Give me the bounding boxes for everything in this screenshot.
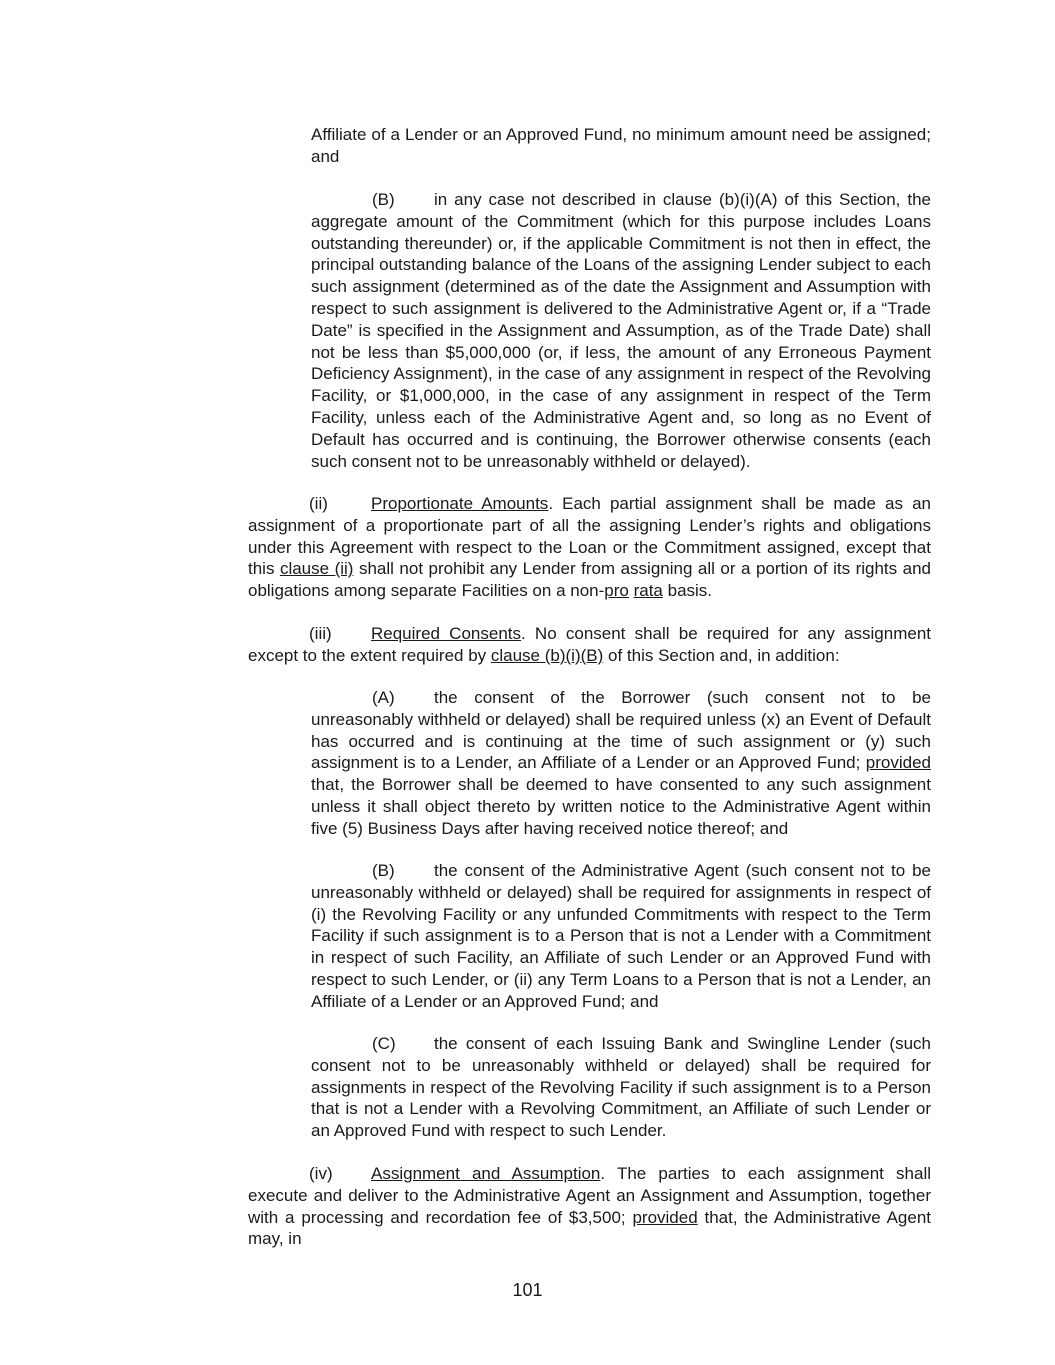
clause-label: (iii) [309,624,332,643]
clause-iii-paragraph: (iii) Required Consents. No consent shall be required for any assignment except to the extent required by clause (b)(i)(B) of this Section and, in addition: [248,624,932,665]
paragraph-continuation [311,124,931,168]
defined-term: provided [632,1207,698,1227]
paragraph-text: in any case not described in clause (b)(i)(A) of this Section, the aggregate amount of the Commitment (which for this purpose includes Loans outstanding thereunder) or, if the applicable Commitment is not then in effect, the principal outstanding balance of the Loans of the assigning Lender subject to each such assignment (determined as of the date the Assignment and Assumption with respect to such assignment is delivered to the Administrative Agent or, if a “Trade Date” is specified in the Assignment and Assumption, as of the Trade Date) shall not be less than $5,000,000 (or, if less, the amount of any Erroneous Payment Deficiency Assignment), in the case of any assignment in respect of the Revolving Facility, or $1,000,000, in the case of any assignment in respect of the Term Facility, unless each of the Administrative Agent and, so long as no Event of Default has occurred and is continuing, the Borrower otherwise consents (each such consent not to be unreasonably withheld or delayed). [311,190,931,471]
paragraph-text: the consent of each Issuing Bank and Swingline Lender (such consent not to be unreasonably withheld or delayed) shall be required for assignments in respect of the Revolving Facility if such assignment is to a Person that is not a Lender with a Revolving Commitment, an Affiliate of such Lender or an Approved Fund with respect to such Lender. [311,1034,931,1141]
clause-c-paragraph [311,1033,931,1142]
page-number: 101 [512,1280,543,1300]
paragraph-text: the consent of the Administrative Agent (such consent not to be unreasonably withheld or delayed) shall be required for assignments in respect of (i) the Revolving Facility or any unfunded Commitments with respect to the Term Facility if such assignment is to a Person that is not a Lender with a Commitment in respect of such Facility, an Affiliate of such Lender or an Approved Fund with respect to such Lender, or (ii) any Term Loans to a Person that is not a Lender, an Affiliate of a Lender or an Approved Fund; and [311,861,931,1011]
clause-ii-paragraph: (ii) Proportionate Amounts. Each partial assignment shall be made as an assignment of a proportionate part of all the assigning Lender’s rights and obligations under this Agreement with respect to the Loan or the Commitment assigned, except that this clause (ii) shall not prohibit any Lender from assigning all or a portion of its rights and obligations among separate Facilities on a non-pro rata basis. [248,494,931,601]
paragraph-text: Affiliate of a Lender or an Approved Fund, no minimum amount need be assigned; and [311,125,931,166]
clause-label: (B) [372,190,395,209]
clause-label: (A) [372,688,395,707]
section-heading: Required Consents [371,624,522,643]
section-heading: Assignment and Assumption [371,1164,601,1183]
section-heading: Proportionate Amounts [371,494,549,513]
clause-label: (C) [372,1034,396,1053]
clause-a-paragraph: (A) the consent of the Borrower (such consent not to be unreasonably withheld or delayed) shall be required unless (x) an Event of Default has occurred and is continuing at the time of such assignment or (y) such assignment is to a Lender, an Affiliate of a Lender or an Approved Fund; provided that, the Borrower shall be deemed to have consented to any such assignment unless it shall object thereto by written notice to the Administrative Agent within five (5) Business Days after having received notice thereof; and [311,688,931,838]
latin-term: pro [604,581,629,601]
clause-label: (B) [372,861,395,880]
clause-label: (ii) [309,494,328,513]
clause-b2-paragraph [311,860,931,1013]
clause-b-paragraph [311,189,931,472]
clause-label: (iv) [309,1164,333,1183]
clause-iv-paragraph: (iv) Assignment and Assumption. The parties to each assignment shall execute and deliver to the Administrative Agent an Assignment and Assumption, together with a processing and recordation fee of $3,500; provided that, the Administrative Agent may, in [248,1164,932,1249]
latin-term: rata [633,581,663,601]
cross-reference: clause (b)(i)(B) [490,645,604,665]
defined-term: provided [865,753,931,773]
cross-reference: clause (ii) [279,559,354,579]
